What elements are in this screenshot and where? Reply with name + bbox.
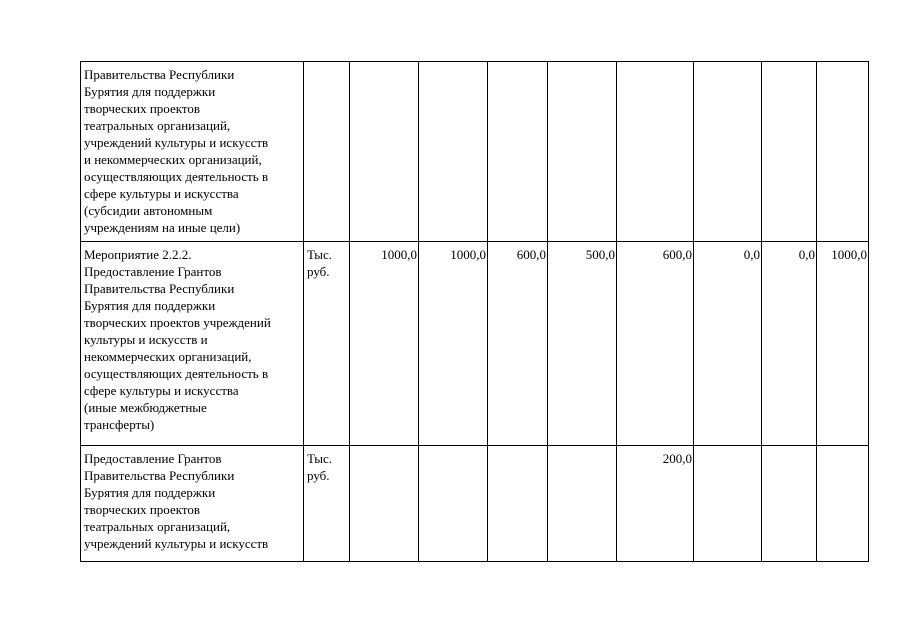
value-cell: 0,0 — [762, 242, 817, 446]
unit-line: руб. — [307, 468, 330, 483]
description-line: сфере культуры и искусства — [84, 186, 239, 201]
description-line: Бурятия для поддержки — [84, 84, 216, 99]
value-cell — [694, 446, 762, 562]
description-line: Бурятия для поддержки — [84, 298, 216, 313]
value-cell — [817, 62, 869, 242]
description-cell — [81, 242, 304, 446]
value-cell: 600,0 — [488, 242, 548, 446]
description-line: осуществляющих деятельность в — [84, 366, 269, 381]
unit-line: руб. — [307, 264, 330, 279]
budget-table — [80, 61, 869, 562]
description-line: Предоставление Грантов — [84, 264, 222, 279]
table-row — [81, 62, 869, 242]
value-cell — [350, 446, 419, 562]
value-cell — [617, 62, 694, 242]
value-cell: 200,0 — [617, 446, 694, 562]
description-line: театральных организаций, — [84, 118, 231, 133]
table-row — [81, 446, 869, 562]
value-cell: 500,0 — [548, 242, 617, 446]
description-line: и некоммерческих организаций, — [84, 152, 262, 167]
description-line: трансферты) — [84, 417, 155, 432]
description-line: культуры и искусств и — [84, 332, 208, 347]
value-cell — [762, 446, 817, 562]
value-cell — [350, 62, 419, 242]
description-line: учреждениям на иные цели) — [84, 220, 241, 235]
value-cell: 1000,0 — [419, 242, 488, 446]
description-line: сфере культуры и искусства — [84, 383, 239, 398]
description-line: осуществляющих деятельность в — [84, 169, 269, 184]
description-line: (субсидии автономным — [84, 203, 213, 218]
value-cell: 0,0 — [694, 242, 762, 446]
description-line: Бурятия для поддержки — [84, 485, 216, 500]
value-cell — [548, 446, 617, 562]
description-cell — [81, 62, 304, 242]
value-cell — [548, 62, 617, 242]
value-cell — [488, 62, 548, 242]
description-line: Мероприятие 2.2.2. — [84, 247, 192, 262]
value-cell — [419, 62, 488, 242]
description-line: учреждений культуры и искусств — [84, 536, 269, 551]
unit-line: Тыс. — [307, 451, 333, 466]
description-line: творческих проектов учреждений — [84, 315, 271, 330]
value-cell: 1000,0 — [817, 242, 869, 446]
value-cell: 600,0 — [617, 242, 694, 446]
description-line: Предоставление Грантов — [84, 451, 222, 466]
description-line: Правительства Республики — [84, 67, 235, 82]
description-cell — [81, 446, 304, 562]
value-cell — [694, 62, 762, 242]
description-line: творческих проектов — [84, 502, 201, 517]
description-line: (иные межбюджетные — [84, 400, 207, 415]
unit-cell — [304, 62, 350, 242]
description-line: творческих проектов — [84, 101, 201, 116]
description-line: Правительства Республики — [84, 468, 235, 483]
description-line: учреждений культуры и искусств — [84, 135, 269, 150]
unit-cell — [304, 446, 350, 562]
value-cell — [817, 446, 869, 562]
unit-cell — [304, 242, 350, 446]
description-line: Правительства Республики — [84, 281, 235, 296]
value-cell: 1000,0 — [350, 242, 419, 446]
description-line: театральных организаций, — [84, 519, 231, 534]
table-row — [81, 242, 869, 446]
value-cell — [419, 446, 488, 562]
description-line: некоммерческих организаций, — [84, 349, 252, 364]
unit-line: Тыс. — [307, 247, 333, 262]
value-cell — [762, 62, 817, 242]
value-cell — [488, 446, 548, 562]
